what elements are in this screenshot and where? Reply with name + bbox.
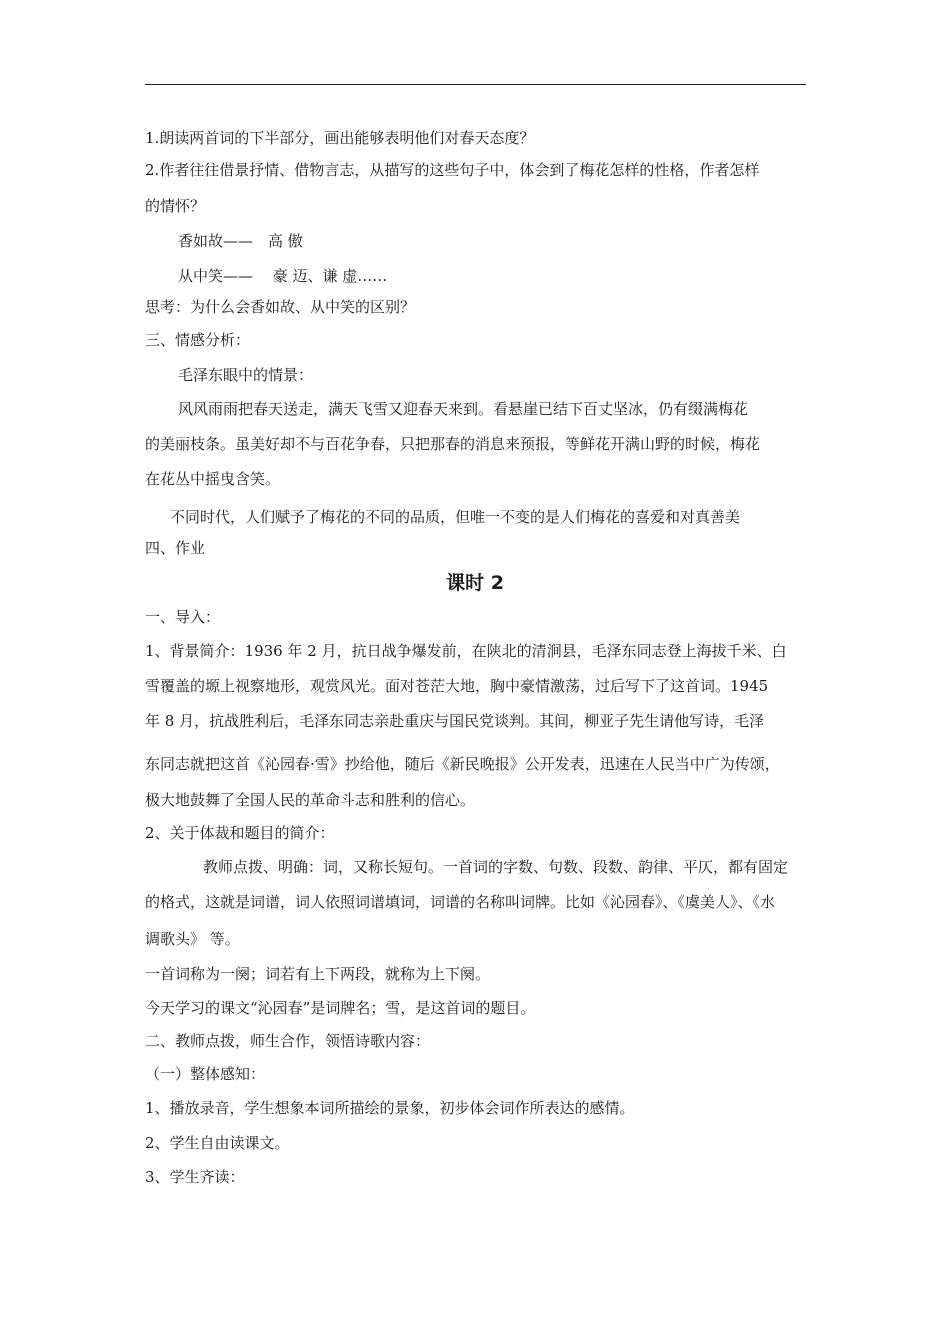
intro-title: 一、导入： <box>145 608 221 626</box>
paragraph-line-2: 的美丽枝条。虽美好却不与百花争春，只把那春的消息来预报，等鲜花开满山野的时候，梅花 <box>145 435 761 453</box>
question-2-line-2: 的情怀？ <box>145 197 206 215</box>
genre-title: 2、关于体裁和题目的简介： <box>145 824 335 842</box>
contrast-line-2: 从中笑—— 豪 迈、谦 虚…… <box>178 267 388 285</box>
paragraph-line-1: 风风雨雨把春天送走，满天飞雪又迎春天来到。看悬崖已结下百丈坚冰，仍有缀满梅花 <box>178 400 749 418</box>
contrast-line-1: 香如故—— 高 傲 <box>178 232 303 250</box>
background-line-1: 1、背景简介：1936 年 2 月，抗日战争爆发前，在陕北的清涧县，毛泽东同志登上海拔千米、白 <box>145 642 787 660</box>
title-note: 今天学习的课文“沁园春”是词牌名；雪，是这首词的题目。 <box>145 999 536 1017</box>
genre-line-2: 的格式，这就是词谱，词人依照词谱填词，词谱的名称叫词牌。比如《沁园春》、《虞美人》、《水 <box>145 893 776 911</box>
background-line-2: 雪覆盖的塬上视察地形，观赏风光。面对苍茫大地，胸中豪情激荡，过后写下了这首词。1945 <box>145 677 769 695</box>
paragraph-line-3: 在花丛中摇曳含笑。 <box>145 470 281 488</box>
step-1: 1、播放录音，学生想象本词所描绘的景象，初步体会词作所表达的感情。 <box>145 1099 635 1117</box>
think-question: 思考：为什么会香如故、从中笑的区别？ <box>145 298 416 316</box>
genre-line-3: 调歌头》 等。 <box>145 930 240 948</box>
genre-line-1: 教师点拨、明确：词，又称长短句。一首词的字数、句数、段数、韵律、平仄，都有固定 <box>203 858 789 876</box>
summary-line: 不同时代，人们赋予了梅花的不同的品质，但唯一不变的是人们梅花的喜爱和对真善美 <box>170 508 741 526</box>
background-line-4: 东同志就把这首《沁园春·雪》抄给他，随后《新民晚报》公开发表，迅速在人民当中广为传颂， <box>145 755 780 773</box>
mao-scene-label: 毛泽东眼中的情景： <box>178 366 314 384</box>
step-2: 2、学生自由读课文。 <box>145 1134 290 1152</box>
que-note: 一首词称为一阕；词若有上下两段，就称为上下阕。 <box>145 965 491 983</box>
overall-perception-title: （一）整体感知： <box>145 1065 266 1083</box>
step-3: 3、学生齐读： <box>145 1168 245 1186</box>
section-2-title: 二、教师点拨，师生合作，领悟诗歌内容： <box>145 1032 431 1050</box>
question-1: 1.朗读两首词的下半部分，画出能够表明他们对春天态度？ <box>145 129 535 147</box>
header-rule <box>145 84 806 85</box>
homework-title: 四、作业 <box>145 539 206 557</box>
question-2-line-1: 2.作者往往借景抒情、借物言志，从描写的这些句子中，体会到了梅花怎样的性格，作者怎样 <box>145 161 760 179</box>
lesson-2-title: 课时 2 <box>446 572 504 594</box>
background-line-5: 极大地鼓舞了全国人民的革命斗志和胜利的信心。 <box>145 791 476 809</box>
section-3-title: 三、情感分析： <box>145 331 251 349</box>
background-line-3: 年 8 月，抗战胜利后，毛泽东同志亲赴重庆与国民党谈判。其间，柳亚子先生请他写诗，毛泽 <box>145 712 765 730</box>
